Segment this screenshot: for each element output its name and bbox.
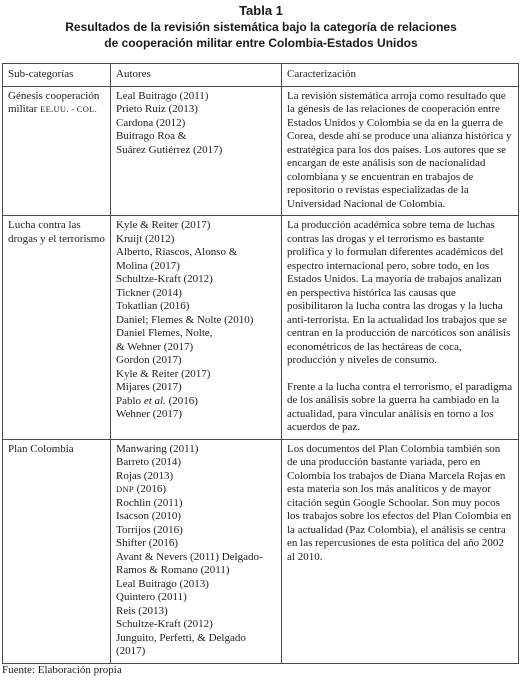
author-entry: Kyle & Reiter (2017) xyxy=(116,367,211,380)
table-number: Tabla 1 xyxy=(239,3,283,18)
characterization-paragraph: Frente a la lucha contra el terrorismo, el paradigma de los análisis sobre la guerra ha cambiado en la actualidad, para vincular análisis en torno a los acuerdos de paz. xyxy=(287,380,513,433)
characterization-paragraph: Los documentos del Plan Colombia también son de una producción bastante variada, pero en Colombia los trabajos de Diana Marcela Rojas en esta materia son los más analíticos y de mayor citación según Google Schoolar. Son muy pocos los trabajos sobre los efectos del Plan Colombia en la actualidad (Paz Colombia), el análisis se centra en las repercusiones de esta política del año 2002 al 2010. xyxy=(287,442,512,563)
author-entry: Tokatlian (2016) xyxy=(116,300,190,312)
author-entry: & Wehner (2017) xyxy=(116,340,194,353)
author-entry: Prieto Ruiz (2013) xyxy=(116,103,198,115)
table-header-row xyxy=(3,64,519,87)
authors-cell xyxy=(111,86,282,216)
table-row xyxy=(3,86,519,216)
header-subcategorias: Sub-categorías xyxy=(3,64,111,87)
table-body xyxy=(3,86,519,663)
author-entry: Kyle & Reiter (2017) xyxy=(116,219,211,231)
author-entry: Kruijt (2012) xyxy=(116,232,175,245)
author-entry: Rojas (2013) xyxy=(116,469,174,482)
author-entry: Reis (2013) xyxy=(116,604,168,617)
header-caracterizacion: Caracterización xyxy=(282,64,519,87)
subcategory-cell: Plan Colombia xyxy=(3,439,111,663)
author-entry: Cardona (2012) xyxy=(116,116,186,129)
author-entry: Barreto (2014) xyxy=(116,456,182,468)
characterization-cell xyxy=(282,216,519,440)
author-entry: Shifter (2016) xyxy=(116,537,179,549)
results-table xyxy=(2,63,519,664)
author-entry: Schultze-Kraft (2012) xyxy=(116,618,213,630)
authors-cell xyxy=(111,439,282,663)
subcategory-cell: Génesis cooperación militar EE.UU. - COL. xyxy=(3,86,111,216)
author-entry: (2017) xyxy=(116,645,146,657)
author-entry: Junguito, Perfetti, & Delgado xyxy=(116,631,246,644)
author-entry: Mijares (2017) xyxy=(116,381,182,393)
author-entry: Molina (2017) xyxy=(116,259,180,272)
author-entry: Daniel Flemes, Nolte, xyxy=(116,327,213,339)
author-entry: Isacson (2010) xyxy=(116,510,182,522)
characterization-cell xyxy=(282,439,519,663)
characterization-paragraph: La producción académica sobre tema de luchas contras las drogas y el terrorismo es bastante prolífica y lo formulan diferentes académicos del espectro internacional pero, sobre todo, en los Estados Unidos. La mayoría de trabajos analizan en perspectiva histórica las causas que posibilitaron la lucha contra las drogas y la lucha anti-terrorista. En la actualidad los trabajos que se centran en la producción de narcóticos son análisis econométricos de las hectáreas de coca, producción y niveles de consumo. xyxy=(287,219,511,366)
author-entry: Leal Buitrago (2011) xyxy=(116,89,209,102)
table-row xyxy=(3,439,519,663)
author-entry: Schultze-Kraft (2012) xyxy=(116,273,213,285)
author-entry: Tickner (2014) xyxy=(116,286,182,299)
table-caption xyxy=(0,0,522,51)
author-entry: Pablo et al. (2016) xyxy=(116,394,198,407)
table-row xyxy=(3,216,519,440)
author-entry: Ramos & Romano (2011) xyxy=(116,564,230,576)
author-entry: Suárez Gutiérrez (2017) xyxy=(116,143,223,156)
source-note: Fuente: Elaboración propia xyxy=(2,664,122,676)
author-entry: Manwaring (2011) xyxy=(116,442,199,455)
author-entry: Buitrago Roa & xyxy=(116,130,187,142)
author-entry: Alberto, Riascos, Alonso & xyxy=(116,246,238,258)
author-entry: Torrijos (2016) xyxy=(116,523,183,536)
author-entry: Quintero (2011) xyxy=(116,591,187,603)
table-title-line-2: de cooperación militar entre Colombia-Estados Unidos xyxy=(104,36,418,50)
characterization-paragraph: La revisión sistemática arroja como resultado que la génesis de las relaciones de cooperación entre Estados Unidos y Colombia se da en la guerra de Corea, desde ahí se produce una alianza histórica y estratégica para los dos países. Los autores que se encargan de este análisis son de nacionalidad colombiana y se encuentran en trabajos de repositorio o revistas especializadas de la Universidad Nacional de Colombia. xyxy=(287,89,512,210)
author-entry: DNP (2016) xyxy=(116,483,166,495)
authors-cell xyxy=(111,216,282,440)
author-entry: Leal Buitrago (2013) xyxy=(116,577,209,590)
author-entry: Avant & Nevers (2011) Delgado- xyxy=(116,550,263,563)
author-entry: Gordon (2017) xyxy=(116,354,182,366)
author-entry: Daniel; Flemes & Nolte (2010) xyxy=(116,313,254,326)
subcategory-cell: Lucha contra las drogas y el terrorismo xyxy=(3,216,111,440)
characterization-cell xyxy=(282,86,519,216)
table-title-line-1: Resultados de la revisión sistemática bajo la categoría de relaciones xyxy=(65,20,457,34)
header-autores: Autores xyxy=(111,64,282,87)
author-entry: Rochlin (2011) xyxy=(116,496,183,509)
author-entry: Wehner (2017) xyxy=(116,408,183,420)
